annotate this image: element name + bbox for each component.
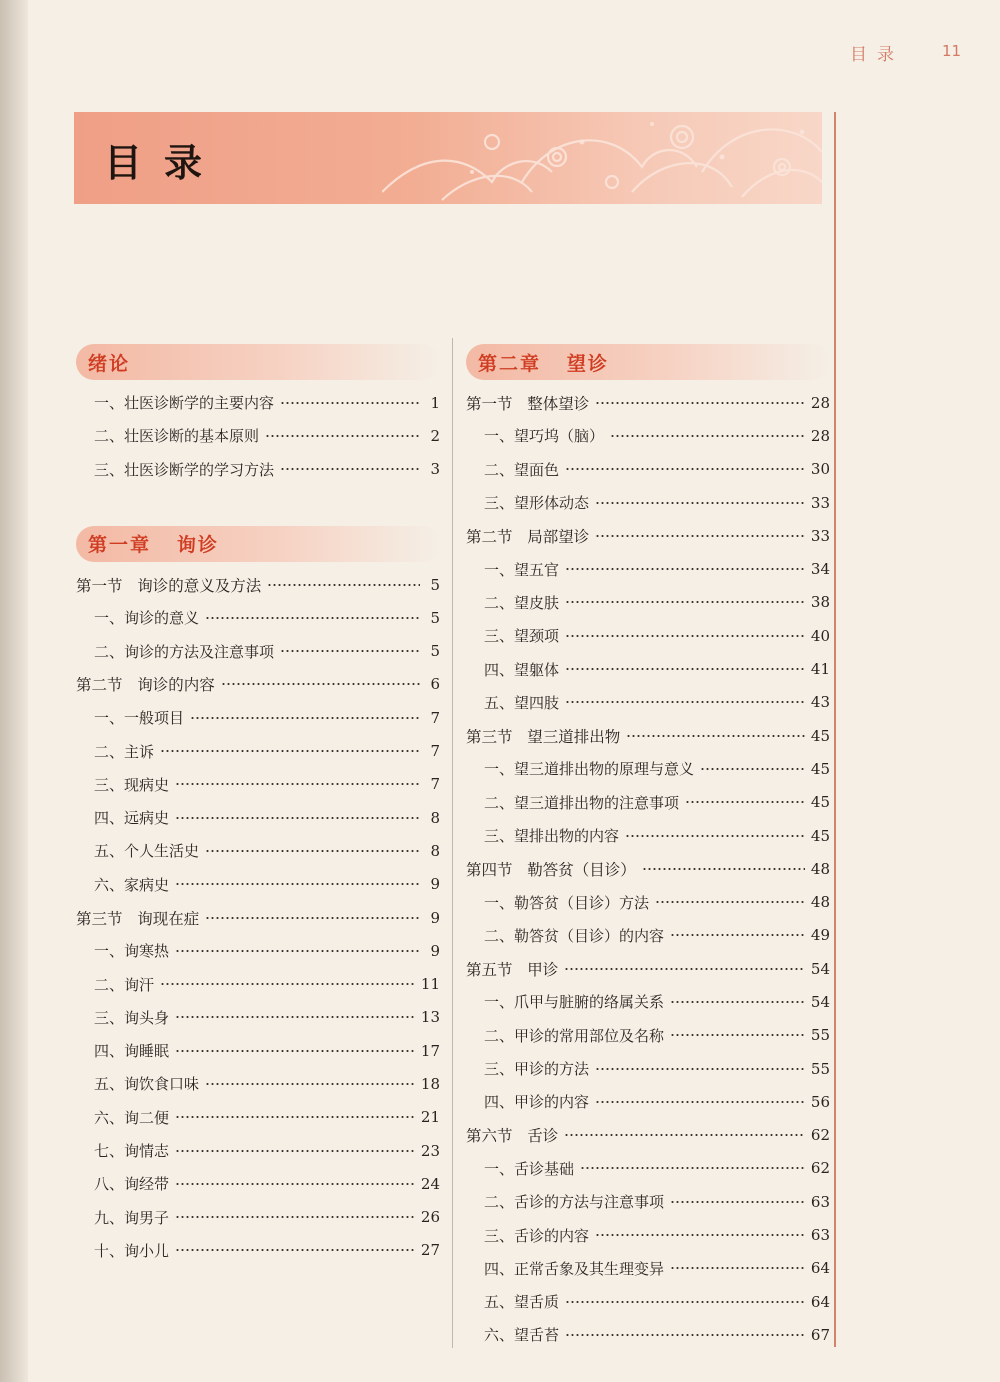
toc-section-entry[interactable] xyxy=(466,1119,830,1152)
dot-leader xyxy=(595,501,805,505)
dot-leader xyxy=(670,1000,805,1004)
dot-leader xyxy=(580,1166,805,1170)
toc-entry-label: 二、望皮肤 xyxy=(484,593,560,612)
toc-subsection-entry[interactable] xyxy=(76,1167,440,1200)
toc-entry-label: 三、望排出物的内容 xyxy=(484,827,620,845)
dot-leader xyxy=(205,616,420,620)
toc-entry-label: 第五节 甲诊 xyxy=(466,960,559,979)
dot-leader xyxy=(280,467,420,471)
toc-entry-label: 二、询汗 xyxy=(94,975,155,994)
dot-leader xyxy=(160,982,415,986)
toc-entry-page: 9 xyxy=(430,941,440,960)
toc-subsection-entry[interactable] xyxy=(466,486,830,519)
toc-entry-page: 55 xyxy=(810,1059,830,1078)
toc-entry-page: 26 xyxy=(420,1208,440,1227)
toc-entry-page: 40 xyxy=(810,626,830,645)
toc-entry-label: 四、询睡眠 xyxy=(94,1042,170,1061)
toc-entry-label: 一、询寒热 xyxy=(94,942,170,961)
toc-entry-label: 二、望三道排出物的注意事项 xyxy=(484,793,680,812)
toc-subsection-entry[interactable] xyxy=(76,1234,440,1267)
toc-entry-label: 四、甲诊的内容 xyxy=(484,1093,590,1112)
dot-leader xyxy=(670,933,805,937)
toc-entry-label: 一、望三道排出物的原理与意义 xyxy=(484,760,695,779)
toc-subsection-entry[interactable] xyxy=(76,419,440,452)
toc-entry-label: 二、甲诊的常用部位及名称 xyxy=(484,1026,665,1045)
dot-leader xyxy=(626,734,805,738)
toc-entry-page: 49 xyxy=(810,926,830,945)
toc-entry-page: 38 xyxy=(810,593,830,612)
toc-entry-page: 54 xyxy=(810,959,830,978)
chapter-heading[interactable]: 绪论 xyxy=(76,344,440,380)
toc-entry-label: 一、壮医诊断学的主要内容 xyxy=(94,394,275,413)
dot-leader xyxy=(565,567,805,571)
toc-entry-label: 第六节 舌诊 xyxy=(466,1127,559,1146)
toc-entry-label: 六、家病史 xyxy=(94,875,170,894)
toc-entry-page: 2 xyxy=(430,426,440,445)
toc-entry-label: 一、询诊的意义 xyxy=(94,609,200,628)
toc-entry-page: 55 xyxy=(810,1026,830,1045)
toc-entry-label: 二、询诊的方法及注意事项 xyxy=(94,642,275,661)
running-header-page-number: 11 xyxy=(942,42,962,60)
toc-subsection-entry[interactable] xyxy=(466,752,830,785)
toc-entry-label: 五、望舌质 xyxy=(484,1293,560,1312)
toc-entry-page: 54 xyxy=(810,992,830,1011)
toc-subsection-entry[interactable] xyxy=(76,601,440,634)
dot-leader xyxy=(175,949,420,953)
toc-subsection-entry[interactable] xyxy=(76,634,440,667)
toc-subsection-entry[interactable] xyxy=(76,734,440,767)
toc-entry-page: 27 xyxy=(420,1241,440,1260)
toc-section-entry[interactable] xyxy=(466,952,830,985)
toc-entry-label: 第四节 勒答贫（目诊） xyxy=(466,860,636,879)
toc-entry-page: 34 xyxy=(810,560,830,579)
dot-leader xyxy=(175,1149,415,1153)
dot-leader xyxy=(175,1015,415,1019)
toc-subsection-entry[interactable] xyxy=(466,1285,830,1318)
toc-subsection-entry[interactable] xyxy=(466,885,830,918)
toc-entry-page: 62 xyxy=(810,1126,830,1145)
dot-leader xyxy=(205,1082,415,1086)
toc-subsection-entry[interactable] xyxy=(466,686,830,719)
toc-entry-label: 三、望形体动态 xyxy=(484,494,590,513)
dot-leader xyxy=(565,667,805,671)
toc-entry-page: 23 xyxy=(420,1141,440,1160)
dot-leader xyxy=(595,401,805,405)
wave-pattern-icon xyxy=(382,112,822,204)
toc-subsection-entry[interactable] xyxy=(466,1318,830,1351)
toc-entry-page: 21 xyxy=(420,1108,440,1127)
toc-entry-label: 八、询经带 xyxy=(94,1175,170,1194)
toc-entry-page: 9 xyxy=(430,908,440,927)
dot-leader xyxy=(175,782,420,786)
dot-leader xyxy=(565,700,805,704)
toc-entry-label: 七、询情志 xyxy=(94,1142,170,1161)
toc-subsection-entry[interactable] xyxy=(76,934,440,967)
margin-rule xyxy=(834,112,836,1347)
toc-subsection-entry[interactable] xyxy=(466,1152,830,1185)
toc-subsection-entry[interactable] xyxy=(466,586,830,619)
toc-subsection-entry[interactable] xyxy=(466,652,830,685)
toc-entry-label: 第二节 询诊的内容 xyxy=(76,676,215,695)
toc-entry-label: 五、询饮食口味 xyxy=(94,1075,200,1094)
toc-entry-label: 二、舌诊的方法与注意事项 xyxy=(484,1193,665,1212)
toc-subsection-entry[interactable] xyxy=(466,1218,830,1251)
toc-entry-page: 33 xyxy=(810,493,830,512)
toc-entry-page: 45 xyxy=(810,793,830,812)
toc-entry-page: 7 xyxy=(430,708,440,727)
dot-leader xyxy=(175,1248,415,1252)
toc-entry-label: 第三节 望三道排出物 xyxy=(466,727,621,746)
toc-subsection-entry[interactable] xyxy=(76,1134,440,1167)
dot-leader xyxy=(670,1266,805,1270)
toc-entry-page: 7 xyxy=(430,742,440,761)
dot-leader xyxy=(265,434,420,438)
toc-section-entry[interactable] xyxy=(466,519,830,552)
toc-section-entry[interactable] xyxy=(466,852,830,885)
toc-section-entry[interactable] xyxy=(466,719,830,752)
toc-entry-label: 一、爪甲与脏腑的络属关系 xyxy=(484,993,665,1012)
toc-entry-page: 13 xyxy=(420,1008,440,1027)
dot-leader xyxy=(670,1200,805,1204)
dot-leader xyxy=(190,716,420,720)
toc-entry-page: 1 xyxy=(430,393,440,412)
dot-leader xyxy=(595,1067,805,1071)
dot-leader xyxy=(565,634,805,638)
dot-leader xyxy=(685,800,805,804)
toc-subsection-entry[interactable] xyxy=(466,786,830,819)
toc-left-column xyxy=(76,344,440,1267)
toc-entry-label: 第一节 整体望诊 xyxy=(466,394,590,413)
toc-entry-page: 56 xyxy=(810,1092,830,1111)
dot-leader xyxy=(564,1133,805,1137)
toc-entry-label: 第三节 询现在症 xyxy=(76,909,200,928)
toc-entry-page: 45 xyxy=(810,826,830,845)
toc-entry-label: 四、望躯体 xyxy=(484,660,560,679)
toc-entry-page: 62 xyxy=(810,1159,830,1178)
dot-leader xyxy=(175,882,420,886)
dot-leader xyxy=(700,767,805,771)
toc-entry-page: 5 xyxy=(430,642,440,661)
toc-entry-page: 63 xyxy=(810,1192,830,1211)
toc-entry-label: 三、询头身 xyxy=(94,1008,170,1027)
section-gap xyxy=(76,486,440,526)
toc-entry-page: 6 xyxy=(430,675,440,694)
toc-subsection-entry[interactable] xyxy=(466,819,830,852)
toc-entry-page: 3 xyxy=(430,460,440,479)
dot-leader xyxy=(670,1033,805,1037)
toc-entry-page: 45 xyxy=(810,726,830,745)
dot-leader xyxy=(160,749,420,753)
dot-leader xyxy=(565,467,805,471)
toc-section-entry[interactable] xyxy=(466,386,830,419)
toc-entry-page: 48 xyxy=(810,893,830,912)
toc-entry-page: 17 xyxy=(420,1041,440,1060)
toc-subsection-entry[interactable] xyxy=(466,552,830,585)
toc-subsection-entry[interactable] xyxy=(466,1185,830,1218)
toc-subsection-entry[interactable] xyxy=(76,386,440,419)
toc-entry-label: 第一节 询诊的意义及方法 xyxy=(76,576,262,595)
toc-entry-page: 11 xyxy=(420,975,440,994)
dot-leader xyxy=(565,600,805,604)
toc-subsection-entry[interactable] xyxy=(466,1052,830,1085)
toc-entry-page: 33 xyxy=(810,526,830,545)
dot-leader xyxy=(642,867,805,871)
dot-leader xyxy=(610,434,805,438)
toc-section-entry[interactable] xyxy=(76,568,440,601)
dot-leader xyxy=(175,1049,415,1053)
toc-entry-label: 一、一般项目 xyxy=(94,709,185,728)
toc-banner xyxy=(74,112,822,204)
running-header-title: 目录 xyxy=(850,45,904,65)
toc-right-column xyxy=(466,344,830,1352)
toc-subsection-entry[interactable] xyxy=(76,868,440,901)
toc-entry-page: 9 xyxy=(430,875,440,894)
toc-section-entry[interactable] xyxy=(76,668,440,701)
toc-subsection-entry[interactable] xyxy=(76,1101,440,1134)
dot-leader xyxy=(175,816,420,820)
toc-subsection-entry[interactable] xyxy=(76,801,440,834)
dot-leader xyxy=(205,849,420,853)
toc-entry-label: 五、个人生活史 xyxy=(94,842,200,861)
toc-entry-label: 一、望五官 xyxy=(484,560,560,579)
toc-entry-page: 7 xyxy=(430,775,440,794)
toc-entry-page: 45 xyxy=(810,759,830,778)
toc-subsection-entry[interactable] xyxy=(76,967,440,1000)
toc-entry-label: 二、望面色 xyxy=(484,460,560,479)
toc-entry-page: 5 xyxy=(430,575,440,594)
chapter-heading[interactable]: 第二章 望诊 xyxy=(466,344,830,380)
column-divider xyxy=(452,338,453,1348)
toc-entry-page: 8 xyxy=(430,841,440,860)
dot-leader xyxy=(655,900,805,904)
dot-leader xyxy=(175,1182,415,1186)
toc-subsection-entry[interactable] xyxy=(466,1019,830,1052)
toc-subsection-entry[interactable] xyxy=(76,834,440,867)
toc-entry-label: 三、甲诊的方法 xyxy=(484,1060,590,1079)
dot-leader xyxy=(280,649,420,653)
toc-subsection-entry[interactable] xyxy=(466,985,830,1018)
toc-entry-label: 一、勒答贫（目诊）方法 xyxy=(484,893,650,912)
toc-entry-page: 28 xyxy=(810,393,830,412)
toc-entry-label: 三、舌诊的内容 xyxy=(484,1226,590,1245)
toc-entry-label: 二、壮医诊断的基本原则 xyxy=(94,427,260,446)
toc-section-entry[interactable] xyxy=(76,901,440,934)
toc-subsection-entry[interactable] xyxy=(76,768,440,801)
toc-entry-label: 三、现病史 xyxy=(94,775,170,794)
toc-entry-page: 48 xyxy=(810,859,830,878)
toc-entry-page: 24 xyxy=(420,1174,440,1193)
dot-leader xyxy=(175,1215,415,1219)
dot-leader xyxy=(175,1115,415,1119)
toc-subsection-entry[interactable] xyxy=(76,701,440,734)
dot-leader xyxy=(595,1233,805,1237)
toc-entry-label: 二、主诉 xyxy=(94,742,155,761)
toc-entry-page: 5 xyxy=(430,608,440,627)
chapter-heading[interactable]: 第一章 询诊 xyxy=(76,526,440,562)
toc-entry-page: 41 xyxy=(810,660,830,679)
dot-leader xyxy=(595,534,805,538)
toc-entry-label: 四、远病史 xyxy=(94,809,170,828)
toc-subsection-entry[interactable] xyxy=(76,1201,440,1234)
dot-leader xyxy=(205,916,420,920)
toc-entry-label: 二、勒答贫（目诊）的内容 xyxy=(484,926,665,945)
dot-leader xyxy=(280,401,420,405)
toc-entry-label: 一、望巧坞（脑） xyxy=(484,427,605,446)
toc-subsection-entry[interactable] xyxy=(466,1252,830,1285)
toc-subsection-entry[interactable] xyxy=(466,919,830,952)
dot-leader xyxy=(564,967,805,971)
dot-leader xyxy=(221,682,420,686)
toc-subsection-entry[interactable] xyxy=(76,1034,440,1067)
toc-entry-label: 第二节 局部望诊 xyxy=(466,527,590,546)
toc-entry-page: 18 xyxy=(420,1074,440,1093)
toc-entry-page: 43 xyxy=(810,693,830,712)
toc-entry-label: 六、望舌苔 xyxy=(484,1326,560,1345)
toc-subsection-entry[interactable] xyxy=(76,1001,440,1034)
toc-entry-page: 64 xyxy=(810,1292,830,1311)
toc-entry-label: 四、正常舌象及其生理变异 xyxy=(484,1259,665,1278)
toc-subsection-entry[interactable] xyxy=(466,453,830,486)
dot-leader xyxy=(595,1100,805,1104)
toc-entry-label: 十、询小儿 xyxy=(94,1241,170,1260)
toc-entry-page: 67 xyxy=(810,1325,830,1344)
toc-entry-page: 8 xyxy=(430,808,440,827)
toc-entry-label: 五、望四肢 xyxy=(484,693,560,712)
dot-leader xyxy=(625,834,805,838)
toc-subsection-entry[interactable] xyxy=(466,1085,830,1118)
page-title: 目录 xyxy=(104,141,225,185)
toc-entry-page: 28 xyxy=(810,426,830,445)
toc-entry-label: 三、壮医诊断学的学习方法 xyxy=(94,460,275,479)
toc-entry-page: 30 xyxy=(810,460,830,479)
toc-subsection-entry[interactable] xyxy=(466,619,830,652)
toc-subsection-entry[interactable] xyxy=(76,453,440,486)
toc-entry-label: 三、望颈项 xyxy=(484,627,560,646)
toc-entry-label: 九、询男子 xyxy=(94,1208,170,1227)
toc-entry-page: 64 xyxy=(810,1259,830,1278)
toc-subsection-entry[interactable] xyxy=(466,419,830,452)
toc-entry-label: 一、舌诊基础 xyxy=(484,1159,575,1178)
toc-entry-label: 六、询二便 xyxy=(94,1108,170,1127)
dot-leader xyxy=(565,1300,805,1304)
dot-leader xyxy=(565,1333,805,1337)
toc-subsection-entry[interactable] xyxy=(76,1067,440,1100)
page-gutter-shadow xyxy=(0,0,28,1382)
dot-leader xyxy=(267,583,420,587)
toc-entry-page: 63 xyxy=(810,1226,830,1245)
